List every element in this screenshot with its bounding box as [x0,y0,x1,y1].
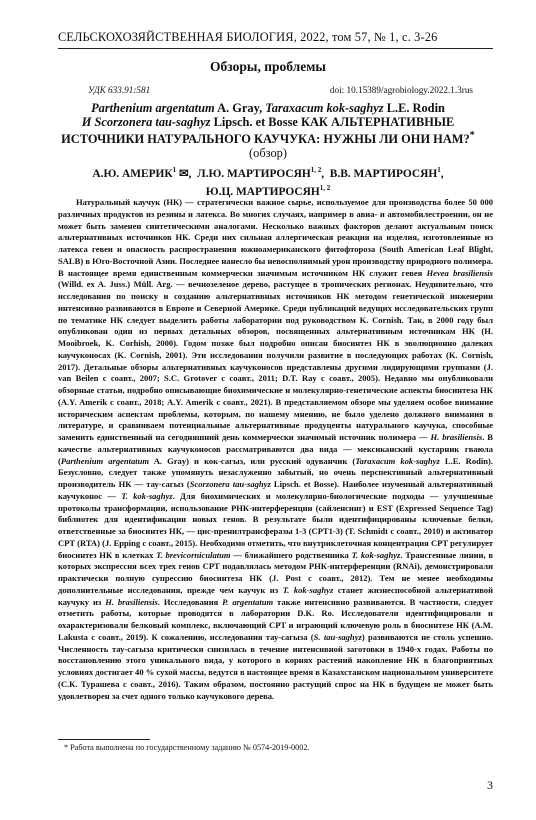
udk-code: УДК 633.91:581 [88,85,151,95]
journal-header: СЕЛЬСКОХОЗЯЙСТВЕННАЯ БИОЛОГИЯ, 2022, том 57, № 1, с. 3-26 [58,30,438,44]
title-species-1: Parthenium argentatum [91,101,215,115]
abstract-text: также интенсивно развиваются. В частности, следует отметить работы, которые проводятся в лаборатории D.K. Ro. Исследователи идентифицировали и охарактеризовали белковый комплекс, включающий CPT и играющий ключевую роль в биосинтезе НК (A.M. Lakusta с соавт., 2019). К сожалению, исследования тау-сагыза ( [58,596,493,642]
species-name: T. kok-saghyz [121,490,173,501]
abstract-text: (Willd. ex A. Juss.) Müll. Arg. — вечнозеленое дерево, растущее в тропических регионах. Неудивительно, что исследования по поиску и созданию альтернативных источников НК методом генетической инженерии интенсивно развиваются в Европе и Северной Америке. Среди публикаций ведущих исследовательских групп по тематике НК следует выделить работы лаборатории под руководством K. Cornish. Так, в 2000 году был опубликован один из первых детальных обзоров, посвященных альтернативным источникам НК (H. Mooibroek, K. Corhish, 2000). Годом позже был подробно описан биосинтез НК в эволюционно далеких каучуконосах (K. Cornish, 2001). Эти исследования получили развитие в последующих работах (K. Cornish, 2017). Детальные обзоры альтернативных каучуконосов представлены другими лидирующими группами (J. van Beilen с соавт., 2007; S.C. Grotover с соавт., 2011; D.T. Ray с соавт., 2005). Недавно мы опубликовали обзорные статьи, подробно описывающие биохимические и молекулярно-генетические аспекты биосинтеза НК (A.Y. Amerik с соавт., 2018; A.Y. Amerik с соавт., 2021). В представляемом обзоре мы уделяем особое внимание историческим аспектам проблемы, которым, по нашему мнению, не было уделено должного внимания в литературе, и сравниваем потенциальные альтернативные продуценты натурального каучука, способные заменить единственный на сегодняшний день коммерчески значимый источник полимера — [58,279,493,442]
species-name: Parthenium argentatum [60,455,150,466]
page-number: 3 [487,778,493,792]
doi: doi: 10.15389/agrobiology.2022.1.3rus [329,85,473,95]
species-name: S. tau-saghyz [313,631,362,642]
abstract-text: Натуральный каучук (НК) — стратегически важное сырье, используемое для производства более 50 000 различных продуктов из резины и латекса. Во многих случаях, например в авиа- и автомобилестроении, он не может быть заменен синтетическими аналогами. Несколько важных факторов делают актуальным поиск альтернативных источников НК. Среди них сильная аллергическая реакция на изделия, изготовленные из латекса гевеи и опасность распространения южноамериканского фитофтороза (South American Leaf Blight, SALB) в Юго-Восточной Азии. Последнее нанесло бы невосполнимый урон производству природного полимера. В настоящее время единственным коммерчески значимым источником НК служит гевея [58,197,493,278]
species-name: H. brasiliensis [105,596,158,607]
mail-icon: ✉ [176,167,189,180]
abstract-text: . Исследования [157,596,223,607]
species-name: Scorzonera tau-saghyz [189,479,271,489]
abstract-text: . В качестве альтернативных каучуконосов рассматриваются два вида — мексиканский кустарник гваюла ( [58,432,494,466]
author-name: В.В. МАРТИРОСЯН [329,167,438,180]
title-author-1: A. Gray, [214,101,266,115]
author-name: А.Ю. АМЕРИК [92,167,173,180]
abstract-text: Lipsch. et Bosse). Наиболее изученный альтернативный каучуконос — [58,479,493,501]
footnote-divider [58,739,150,740]
article-subtitle: (обзор) [249,146,287,161]
species-name: T. kok-saghyz [351,549,401,560]
title-species-2: Taraxacum kok-saghyz [265,101,384,115]
abstract-text: A. Gray) и кок-сагыз, или русский одуванчик ( [149,455,356,466]
abstract-text: . Трансгенные линии, в которых экспрессия всех трех генов CPT подавлялась методом РНК-интерференции (RNAi), демонстрировали практически полную супрессию биосинтеза НК (J. Post с соавт., 2012). Тем не менее необходимы дополнительные исследования, прежде чем каучук из [58,549,493,595]
footnote: * Работа выполнена по государственному заданию № 0574-2019-0002. [64,743,310,752]
title-species-3: И Scorzonera tau-saghyz [81,115,211,129]
species-name: T. kok-saghyz [282,584,334,595]
author-affiliation: 1, 2 [319,183,331,192]
species-name: Hevea brasiliensis [426,267,493,278]
abstract-text: ) развиваются не столь успешно. Численность тау-сагыза критически снизилась в течение интенсивной заготовки в 1940-х годах. Работы по восстановлению этого уникального вида, у которого в корнях растений накопление НК в благоприятных условиях достигает 40 % сухой массы, ведутся в настоящее время в Казахстанском национальном университете (С.К. Турашева с соавт., 2016). Таким образом, постоянно растущий спрос на НК в будущем не может быть удовлетворен за счет одного только каучукового дерева. [58,631,493,701]
title-author-2: L.E. Rodin [383,101,445,115]
section-title: Обзоры, проблемы [210,59,326,74]
species-name: H. brasiliensis [430,432,483,442]
species-name: T. brevicorniculatum [156,549,231,560]
abstract-text: L.E. Rodin). Безусловно, следует также упомянуть незаслуженно забытый, но очень перспективный альтернативный производитель НК — тау-сагыз ( [58,455,493,489]
title-author-3: Lipsch. et Bosse КАК АЛЬТЕРНАТИВНЫЕ ИСТОЧНИКИ НАТУРАЛЬНОГО КАУЧУКА: НУЖНЫ ЛИ ОНИ НАМ? [61,115,470,147]
abstract-text: станет жизнеспособной альтернативой каучуку из [58,584,493,607]
header-divider [58,48,493,49]
author-affiliation: 1, 2 [310,166,322,174]
abstract-text: — ближайшего родственника [230,549,352,560]
author-affiliation: 1 [172,166,177,174]
species-name: P. argentatum [222,596,274,607]
species-name: Taraxacum kok-saghyz [355,455,440,466]
title-footnote-mark: * [469,130,475,141]
abstract [58,197,493,702]
author-list: А.Ю. АМЕРИК$^1$ ✉, Л.Ю. МАРТИРОСЯН$^{1, 2}$, В.В. МАРТИРОСЯН$^1$, Ю.Ц. МАРТИРОСЯН$^{1, 2}$ [92,166,444,198]
author-name: Л.Ю. МАРТИРОСЯН [197,167,311,180]
article-title [40,101,496,160]
abstract-text: . Для биохимических и молекулярно-биологические подходы — улучшенные протоколы трансформации, использование РНК-интерференции (сайленсинг) и EST (Expressed Sequence Tag) библиотек для идентификации новых генов. В результате были идентифицированы ключевые белки, ответственные за биосинтез НК, — цис-пренилтрансферазы 1-3 (CPT1-3) (T. Schmidt с соавт., 2010) и активатор CPT (RTA) (J. Epping с соавт., 2015). Необходимо отметить, что внутриклеточная концентрация CPT регулирует биосинтез НК в клетках [58,490,493,560]
author-name: Ю.Ц. МАРТИРОСЯН [205,185,320,198]
author-affiliation: 1 [437,166,441,174]
